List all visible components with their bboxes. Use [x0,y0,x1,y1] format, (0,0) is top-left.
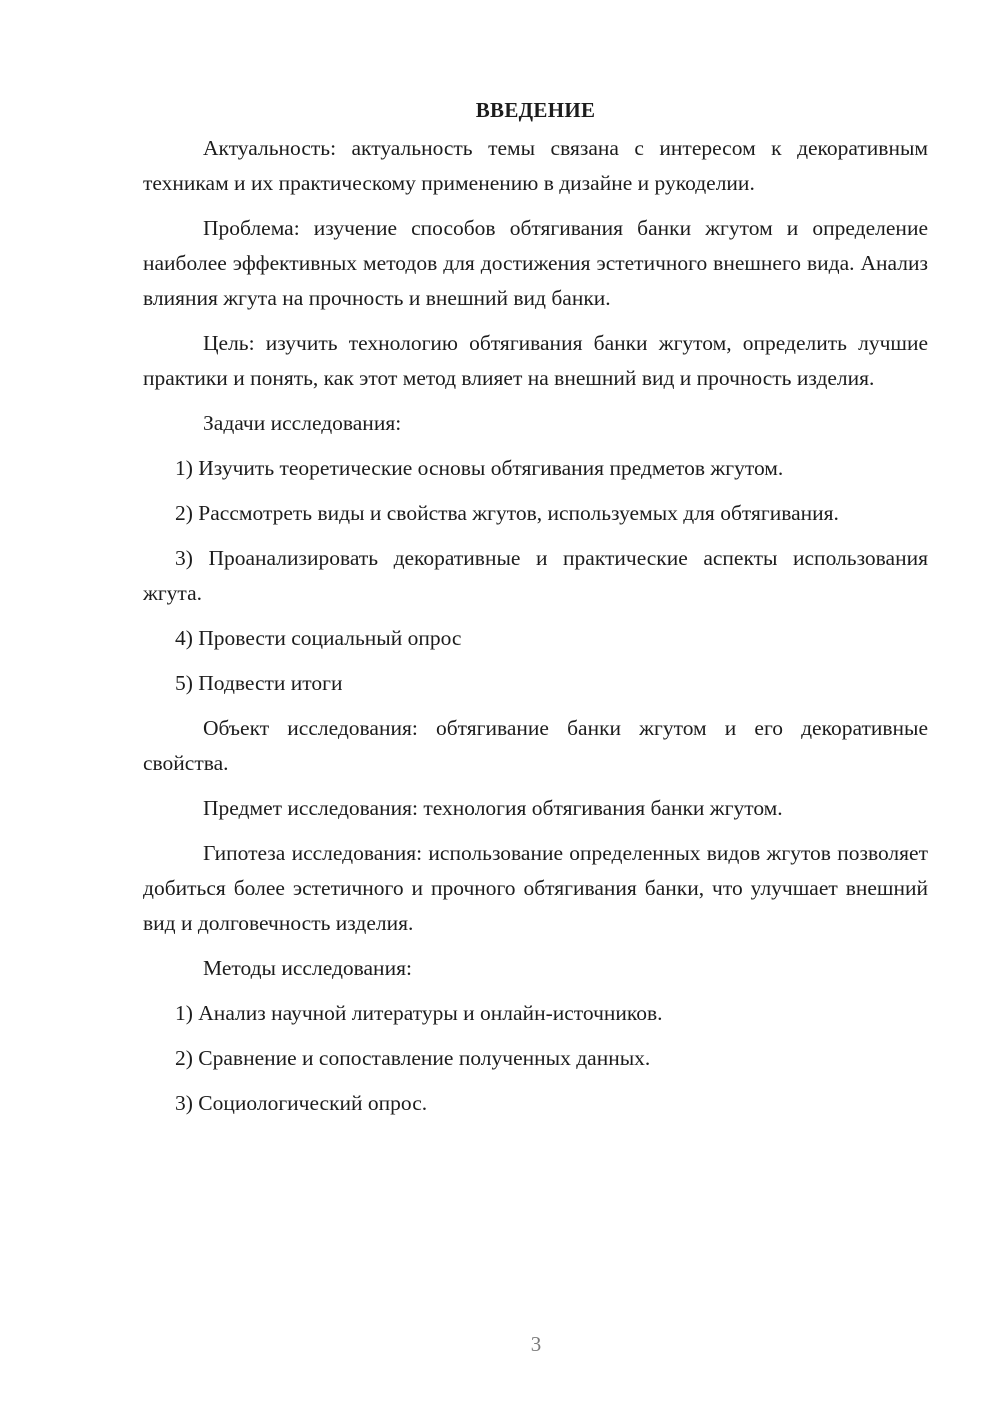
goal-paragraph: Цель: изучить технологию обтягивания банки жгутом, определить лучшие практики и понять, как этот метод влияет на внешний вид и прочность изделия. [143,331,928,390]
object-paragraph: Объект исследования: обтягивание банки жгутом и его декоративные свойства. [143,716,928,775]
subject-paragraph: Предмет исследования: технология обтягивания банки жгутом. [203,796,783,820]
section-heading: ВВЕДЕНИЕ [475,98,596,122]
relevance-paragraph: Актуальность: актуальность темы связана с интересом к декоративным техникам и их практическому применению в дизайне и рукоделии. [143,136,928,195]
task-item-4: 4) Провести социальный опрос [175,626,462,650]
task-item-1: 1) Изучить теоретические основы обтягивания предметов жгутом. [175,456,784,480]
method-item-1: 1) Анализ научной литературы и онлайн-источников. [175,1001,663,1025]
problem-paragraph: Проблема: изучение способов обтягивания банки жгутом и определение наиболее эффективных методов для достижения эстетичного внешнего вида. Анализ влияния жгута на прочность и внешний вид банки. [143,216,928,310]
method-item-3: 3) Социологический опрос. [175,1091,428,1115]
page-number: 3 [530,1332,542,1356]
hypothesis-paragraph: Гипотеза исследования: использование определенных видов жгутов позволяет добиться более эстетичного и прочного обтягивания банки, что улучшает внешний вид и долговечность изделия. [143,841,928,935]
task-item-2: 2) Рассмотреть виды и свойства жгутов, используемых для обтягивания. [175,501,839,525]
task-item-5: 5) Подвести итоги [175,671,343,695]
tasks-heading: Задачи исследования: [203,411,402,435]
task-item-3: 3) Проанализировать декоративные и практические аспекты использования жгута. [143,546,928,605]
methods-heading: Методы исследования: [203,956,412,980]
method-item-2: 2) Сравнение и сопоставление полученных данных. [175,1046,651,1070]
page-content [143,92,928,1131]
